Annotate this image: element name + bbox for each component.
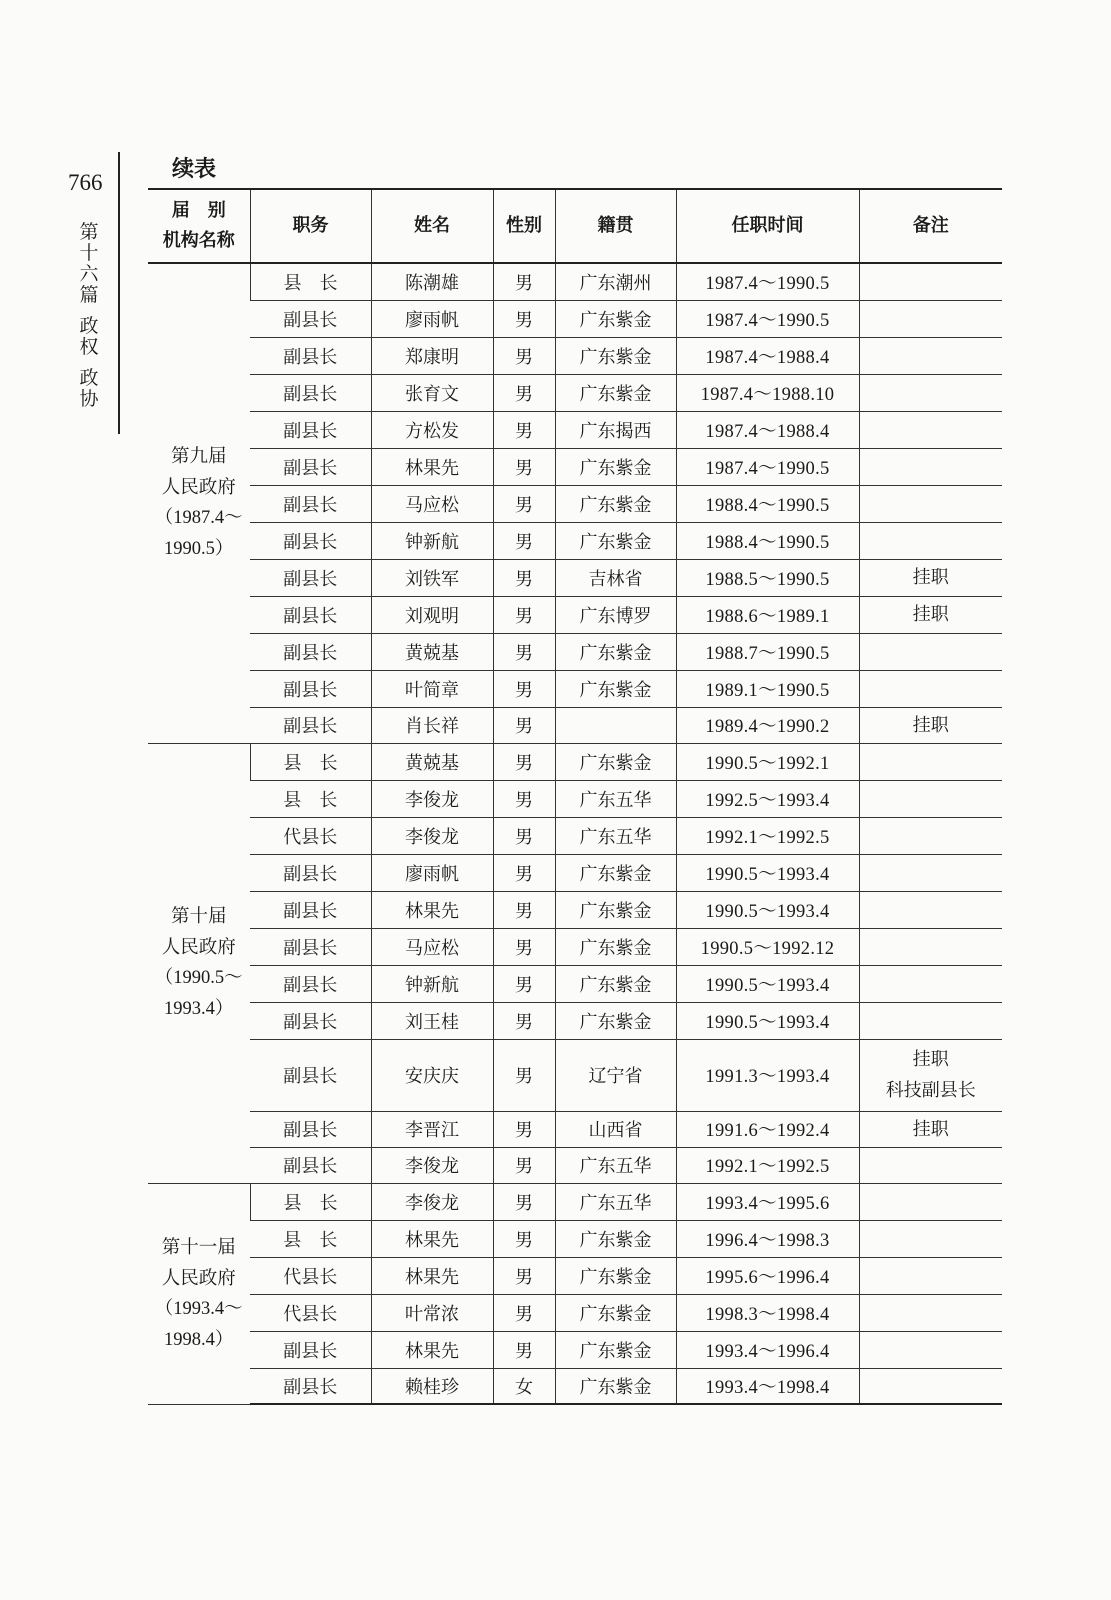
period-cell: 1990.5～1993.4 [676,965,859,1002]
name-cell: 马应松 [371,485,493,522]
remark-line: 挂职 [912,1049,949,1070]
remark-cell [859,891,1002,928]
origin-cell: 广东紫金 [555,743,676,780]
name-cell: 安庆庆 [371,1039,493,1111]
remark-line: 科技副县长 [885,1080,976,1101]
remark-cell [859,411,1002,448]
gender-cell: 男 [493,670,555,707]
table-row [148,411,1002,448]
origin-cell: 广东紫金 [555,1331,676,1368]
remark-cell [859,263,1002,300]
table-row [148,670,1002,707]
table-row [148,928,1002,965]
period-cell: 1992.5～1993.4 [676,780,859,817]
gender-cell: 男 [493,891,555,928]
term-cell [148,263,250,743]
name-cell: 马应松 [371,928,493,965]
gender-cell: 男 [493,263,555,300]
origin-cell: 广东潮州 [555,263,676,300]
origin-cell: 广东紫金 [555,300,676,337]
origin-cell: 广东紫金 [555,928,676,965]
term-line: 第九届 [170,446,227,468]
name-cell: 陈潮雄 [371,263,493,300]
table-row [148,817,1002,854]
post-cell: 副县长 [250,1147,371,1183]
post-cell: 副县长 [250,670,371,707]
table-row [148,337,1002,374]
post-cell: 代县长 [250,817,371,854]
name-cell: 林果先 [371,1220,493,1257]
remark-cell [859,854,1002,891]
table-row [148,485,1002,522]
period-cell: 1995.6～1996.4 [676,1257,859,1294]
remark-cell [859,337,1002,374]
table-row [148,1039,1002,1111]
name-cell: 林果先 [371,891,493,928]
post-cell: 副县长 [250,928,371,965]
gender-cell: 男 [493,300,555,337]
origin-cell: 广东紫金 [555,633,676,670]
period-cell: 1987.4～1990.5 [676,448,859,485]
table-header-row [148,189,1002,263]
gender-cell: 男 [493,559,555,596]
chapter-side-title [78,222,100,410]
side-title-char: 篇 [79,284,99,306]
origin-cell [555,707,676,743]
origin-cell: 广东五华 [555,817,676,854]
table-row [148,263,1002,300]
period-cell: 1991.6～1992.4 [676,1111,859,1147]
post-cell: 副县长 [250,522,371,559]
gender-cell: 男 [493,854,555,891]
name-cell: 林果先 [371,448,493,485]
period-cell: 1990.5～1992.12 [676,928,859,965]
remark-cell [859,1039,1002,1111]
table-row [148,1331,1002,1368]
remark-cell [859,1368,1002,1404]
header-post: 职务 [250,189,371,263]
margin-rule [118,152,120,434]
table-row [148,559,1002,596]
post-cell: 副县长 [250,633,371,670]
period-cell: 1993.4～1995.6 [676,1183,859,1220]
table-row [148,743,1002,780]
side-title-char: 协 [79,388,99,410]
period-cell: 1992.1～1992.5 [676,817,859,854]
remark-cell [859,596,1002,633]
gender-cell: 男 [493,1002,555,1039]
table-row [148,780,1002,817]
header-term [148,189,250,263]
gender-cell: 男 [493,928,555,965]
origin-cell: 广东紫金 [555,485,676,522]
remark-cell [859,707,1002,743]
table-row [148,1257,1002,1294]
period-cell: 1990.5～1993.4 [676,891,859,928]
period-cell: 1993.4～1996.4 [676,1331,859,1368]
period-cell: 1989.4～1990.2 [676,707,859,743]
post-cell: 副县长 [250,559,371,596]
gender-cell: 男 [493,596,555,633]
name-cell: 李俊龙 [371,817,493,854]
table-row [148,448,1002,485]
name-cell: 林果先 [371,1331,493,1368]
origin-cell: 广东紫金 [555,374,676,411]
origin-cell: 广东紫金 [555,448,676,485]
header-period: 任职时间 [676,189,859,263]
side-title-char: 十 [79,242,99,264]
remark-cell [859,1220,1002,1257]
post-cell: 代县长 [250,1257,371,1294]
origin-cell: 广东紫金 [555,337,676,374]
gender-cell: 男 [493,1220,555,1257]
term-line: 人民政府 [161,477,236,499]
header-gender: 性别 [493,189,555,263]
name-cell: 钟新航 [371,965,493,1002]
post-cell: 县 长 [250,743,371,780]
remark-cell [859,522,1002,559]
gender-cell: 男 [493,411,555,448]
origin-cell: 广东紫金 [555,670,676,707]
name-cell: 叶常浓 [371,1294,493,1331]
gender-cell: 男 [493,707,555,743]
remark-cell [859,1147,1002,1183]
gender-cell: 男 [493,448,555,485]
header-name: 姓名 [371,189,493,263]
gender-cell: 男 [493,633,555,670]
origin-cell: 广东揭西 [555,411,676,448]
gender-cell: 男 [493,743,555,780]
name-cell: 刘观明 [371,596,493,633]
post-cell: 副县长 [250,337,371,374]
table-row [148,633,1002,670]
header-term-line-2: 机构名称 [162,230,235,251]
origin-cell: 吉林省 [555,559,676,596]
period-cell: 1987.4～1990.5 [676,300,859,337]
gender-cell: 男 [493,1294,555,1331]
officials-table [148,188,1002,1405]
name-cell: 郑康明 [371,337,493,374]
gender-cell: 男 [493,1183,555,1220]
remark-line: 挂职 [912,604,949,625]
name-cell: 廖雨帆 [371,300,493,337]
period-cell: 1988.4～1990.5 [676,522,859,559]
remark-cell [859,743,1002,780]
name-cell: 廖雨帆 [371,854,493,891]
origin-cell: 广东紫金 [555,1368,676,1404]
post-cell: 副县长 [250,300,371,337]
period-cell: 1990.5～1993.4 [676,854,859,891]
table-row [148,374,1002,411]
period-cell: 1990.5～1993.4 [676,1002,859,1039]
table-row [148,596,1002,633]
post-cell: 副县长 [250,374,371,411]
name-cell: 叶简章 [371,670,493,707]
origin-cell: 辽宁省 [555,1039,676,1111]
period-cell: 1988.4～1990.5 [676,485,859,522]
period-cell: 1987.4～1988.4 [676,411,859,448]
gender-cell: 女 [493,1368,555,1404]
origin-cell: 广东紫金 [555,522,676,559]
name-cell: 李俊龙 [371,1183,493,1220]
post-cell: 副县长 [250,707,371,743]
post-cell: 副县长 [250,448,371,485]
gender-cell: 男 [493,780,555,817]
remark-cell [859,780,1002,817]
side-title-char: 第 [79,221,99,243]
term-cell [148,743,250,1183]
term-line: 人民政府 [161,937,236,958]
post-cell: 副县长 [250,854,371,891]
term-cell [148,1183,250,1404]
term-line: 1990.5） [164,539,234,560]
post-cell: 副县长 [250,485,371,522]
table-row [148,891,1002,928]
period-cell: 1991.3～1993.4 [676,1039,859,1111]
remark-cell [859,559,1002,596]
name-cell: 肖长祥 [371,707,493,743]
name-cell: 方松发 [371,411,493,448]
period-cell: 1987.4～1988.10 [676,374,859,411]
post-cell: 副县长 [250,1368,371,1404]
period-cell: 1988.6～1989.1 [676,596,859,633]
origin-cell: 广东紫金 [555,854,676,891]
header-term-line-1: 届 别 [171,200,226,221]
post-cell: 县 长 [250,1183,371,1220]
table-row [148,1368,1002,1404]
table-row [148,854,1002,891]
name-cell: 林果先 [371,1257,493,1294]
name-cell: 赖桂珍 [371,1368,493,1404]
remark-cell [859,485,1002,522]
side-title-char: 权 [79,336,99,358]
side-title-char: 政 [79,367,99,389]
remark-cell [859,1111,1002,1147]
name-cell: 张育文 [371,374,493,411]
post-cell: 县 长 [250,1220,371,1257]
period-cell: 1996.4～1998.3 [676,1220,859,1257]
remark-cell [859,448,1002,485]
origin-cell: 广东紫金 [555,1294,676,1331]
name-cell: 李俊龙 [371,1147,493,1183]
term-line: 第十一届 [161,1236,236,1258]
term-line: （1987.4～ [154,508,243,529]
remark-cell [859,1257,1002,1294]
origin-cell: 广东五华 [555,1183,676,1220]
name-cell: 李俊龙 [371,780,493,817]
table-row [148,1111,1002,1147]
table-row [148,1002,1002,1039]
term-line: 1993.4） [164,999,234,1019]
remark-cell [859,817,1002,854]
post-cell: 副县长 [250,411,371,448]
origin-cell: 广东紫金 [555,965,676,1002]
table-row [148,300,1002,337]
side-title-char: 六 [79,263,99,285]
page-number: 766 [68,170,103,195]
remark-line: 挂职 [912,1118,949,1140]
gender-cell: 男 [493,1257,555,1294]
term-line: 1998.4） [164,1329,234,1350]
origin-cell: 广东五华 [555,780,676,817]
post-cell: 副县长 [250,965,371,1002]
gender-cell: 男 [493,817,555,854]
period-cell: 1993.4～1998.4 [676,1368,859,1404]
gender-cell: 男 [493,1111,555,1147]
gender-cell: 男 [493,1039,555,1111]
origin-cell: 广东博罗 [555,596,676,633]
post-cell: 副县长 [250,1039,371,1111]
table-row [148,1183,1002,1220]
origin-cell: 山西省 [555,1111,676,1147]
period-cell: 1990.5～1992.1 [676,743,859,780]
period-cell: 1998.3～1998.4 [676,1294,859,1331]
gender-cell: 男 [493,1331,555,1368]
origin-cell: 广东紫金 [555,891,676,928]
origin-cell: 广东紫金 [555,1002,676,1039]
name-cell: 黄兢基 [371,633,493,670]
remark-cell [859,374,1002,411]
period-cell: 1988.7～1990.5 [676,633,859,670]
header-remark: 备注 [859,189,1002,263]
gender-cell: 男 [493,965,555,1002]
remark-cell [859,633,1002,670]
gender-cell: 男 [493,485,555,522]
name-cell: 钟新航 [371,522,493,559]
remark-cell [859,1002,1002,1039]
remark-line: 挂职 [912,714,949,736]
name-cell: 刘王桂 [371,1002,493,1039]
term-line: 第十届 [170,906,227,927]
name-cell: 刘铁军 [371,559,493,596]
period-cell: 1987.4～1988.4 [676,337,859,374]
table-row [148,965,1002,1002]
term-line: 人民政府 [161,1267,236,1289]
post-cell: 副县长 [250,1002,371,1039]
term-line: （1990.5～ [154,968,243,988]
gender-cell: 男 [493,337,555,374]
side-title-char: 政 [79,315,99,337]
table-row [148,1147,1002,1183]
gender-cell: 男 [493,1147,555,1183]
header-origin: 籍贯 [555,189,676,263]
remark-cell [859,1294,1002,1331]
remark-line: 挂职 [912,567,949,588]
period-cell: 1987.4～1990.5 [676,263,859,300]
continued-label: 续表 [172,156,217,182]
remark-cell [859,965,1002,1002]
remark-cell [859,1183,1002,1220]
post-cell: 副县长 [250,596,371,633]
post-cell: 代县长 [250,1294,371,1331]
table-row [148,522,1002,559]
origin-cell: 广东五华 [555,1147,676,1183]
name-cell: 李晋江 [371,1111,493,1147]
remark-cell [859,1331,1002,1368]
name-cell: 黄兢基 [371,743,493,780]
gender-cell: 男 [493,522,555,559]
period-cell: 1988.5～1990.5 [676,559,859,596]
period-cell: 1989.1～1990.5 [676,670,859,707]
table-row [148,1294,1002,1331]
table-row [148,1220,1002,1257]
table-row [148,707,1002,743]
gender-cell: 男 [493,374,555,411]
post-cell: 副县长 [250,891,371,928]
post-cell: 副县长 [250,1331,371,1368]
remark-cell [859,670,1002,707]
post-cell: 副县长 [250,1111,371,1147]
origin-cell: 广东紫金 [555,1257,676,1294]
period-cell: 1992.1～1992.5 [676,1147,859,1183]
term-line: （1993.4～ [154,1298,243,1319]
remark-cell [859,928,1002,965]
origin-cell: 广东紫金 [555,1220,676,1257]
post-cell: 县 长 [250,263,371,300]
remark-cell [859,300,1002,337]
post-cell: 县 长 [250,780,371,817]
